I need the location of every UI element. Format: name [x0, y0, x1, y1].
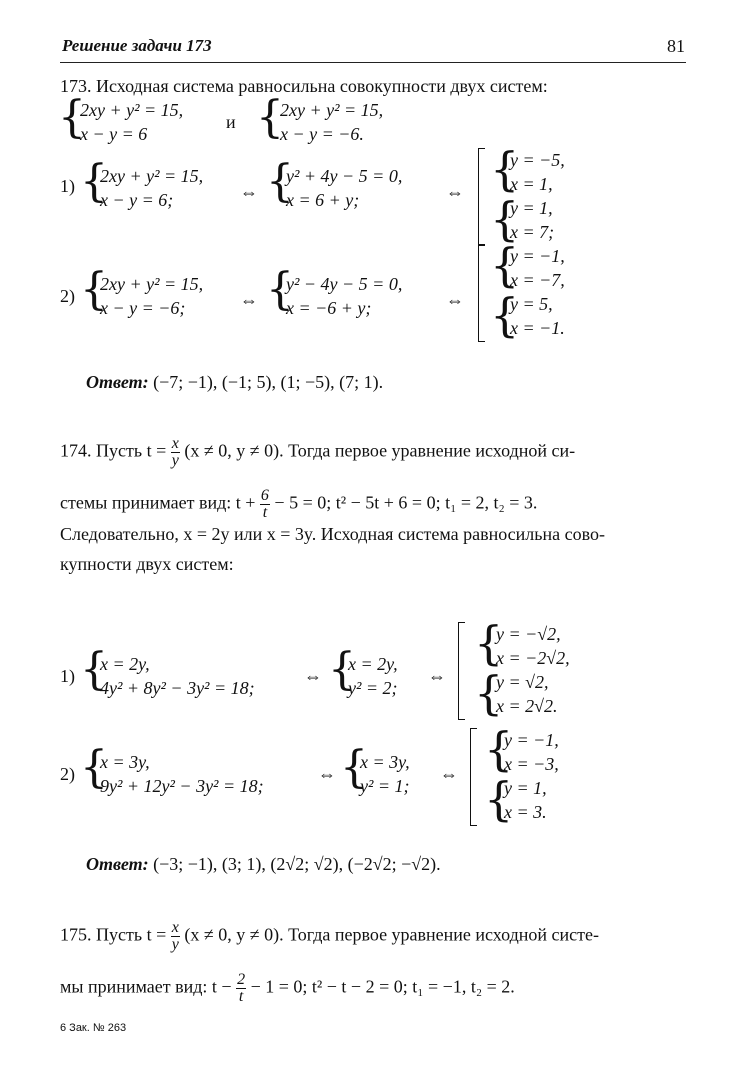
answer-173 — [86, 372, 383, 393]
answer-label: Ответ: — [86, 372, 149, 392]
brace: { — [484, 722, 514, 776]
equivalence-arrow: ⇔ — [304, 666, 322, 686]
case-1-system: 2xy + y² = 15, x − y = 6; — [100, 166, 204, 210]
case-1-label: 1) — [60, 666, 75, 686]
problem-174-line-4: купности двух систем: — [60, 554, 234, 574]
answer-value: (−7; −1), (−1; 5), (1; −5), (7; 1). — [153, 372, 384, 392]
union-bracket — [478, 148, 485, 246]
system-a: 2xy + y² = 15, x − y = 6 — [80, 100, 184, 144]
answer-value: (−3; −1), (3; 1), (2√2; √2), (−2√2; −√2). — [153, 854, 441, 874]
equivalence-arrow: ⇔ — [446, 290, 464, 310]
brace: { — [490, 192, 520, 246]
case-2-solutions: y = −1, x = −3, y = 1, x = 3. — [504, 730, 559, 822]
printer-signature: 6 Зак. № 263 — [60, 1022, 127, 1034]
brace: { — [490, 142, 520, 196]
case-2-solutions: y = −1, x = −7, y = 5, x = −1. — [510, 246, 565, 338]
problem-174-line-2: стемы принимает вид: t + $\frac{6}{t}$ − 5 = 0; t² − 5t + 6 = 0; t₁ = 2, t₂ = 3. — [60, 487, 538, 521]
problem-175-line-2: мы принимает вид: t − $\frac{2}{t}$ − 1 = 0; t² − t − 2 = 0; t₁ = −1, t₂ = 2. — [60, 971, 515, 1005]
case-2-label: 2) — [60, 764, 75, 784]
brace: { — [80, 644, 108, 695]
case-1-reduced-system: y² + 4y − 5 = 0, x = 6 + y; — [286, 166, 403, 210]
brace: { — [58, 92, 86, 143]
brace: { — [340, 742, 368, 793]
conjunction-and: и — [226, 112, 236, 132]
brace: { — [328, 644, 356, 695]
fraction-2-over-t: $\frac{2}{t}$ — [237, 971, 246, 1005]
page-number: 81 — [667, 36, 685, 56]
case-1-label: 1) — [60, 176, 75, 196]
brace: { — [490, 288, 520, 342]
header-rule — [60, 62, 686, 63]
union-bracket — [470, 728, 477, 826]
case-2-system: x = 3y, 9y² + 12y² − 3y² = 18; — [100, 752, 264, 796]
brace: { — [266, 264, 294, 315]
union-bracket — [458, 622, 465, 720]
running-header-title: Решение задачи 173 — [62, 36, 212, 55]
brace: { — [80, 742, 108, 793]
case-1-system: x = 2y, 4y² + 8y² − 3y² = 18; — [100, 654, 255, 698]
equivalence-arrow: ⇔ — [440, 764, 458, 784]
brace: { — [484, 772, 514, 826]
equivalence-arrow: ⇔ — [318, 764, 336, 784]
fraction-6-over-t: $\frac{6}{t}$ — [260, 487, 269, 521]
brace: { — [80, 264, 108, 315]
system-b: 2xy + y² = 15, x − y = −6. — [280, 100, 384, 144]
equivalence-arrow: ⇔ — [240, 290, 258, 310]
problem-174-line-3: Следовательно, x = 2y или x = 3y. Исходная система равносильна сово- — [60, 524, 605, 544]
case-2-label: 2) — [60, 286, 75, 306]
case-2-reduced-system: x = 3y, y² = 1; — [360, 752, 410, 796]
case-1-solutions: y = −√2, x = −2√2, y = √2, x = 2√2. — [496, 624, 570, 716]
case-1-solutions: y = −5, x = 1, y = 1, x = 7; — [510, 150, 565, 242]
brace: { — [474, 666, 504, 720]
answer-label: Ответ: — [86, 854, 149, 874]
problem-173-intro: 173. Исходная система равносильна совокупности двух систем: — [60, 76, 548, 96]
equivalence-arrow: ⇔ — [428, 666, 446, 686]
case-2-system: 2xy + y² = 15, x − y = −6; — [100, 274, 204, 318]
answer-174 — [86, 854, 441, 875]
case-2-reduced-system: y² − 4y − 5 = 0, x = −6 + y; — [286, 274, 403, 318]
fraction-x-over-y: $\frac{x}{y}$ — [171, 919, 179, 953]
case-1-reduced-system: x = 2y, y² = 2; — [348, 654, 398, 698]
problem-175-line-1: 175. Пусть t = $\frac{x}{y}$ (x ≠ 0, y ≠ 0). Тогда первое уравнение исходной систе- — [60, 919, 599, 953]
brace: { — [256, 92, 284, 143]
fraction-x-over-y: $\frac{x}{y}$ — [171, 435, 179, 469]
brace: { — [266, 156, 294, 207]
problem-174-line-1: 174. Пусть t = $\frac{x}{y}$ (x ≠ 0, y ≠ 0). Тогда первое уравнение исходной си- — [60, 435, 576, 469]
equivalence-arrow: ⇔ — [446, 182, 464, 202]
brace: { — [490, 238, 520, 292]
brace: { — [80, 156, 108, 207]
equivalence-arrow: ⇔ — [240, 182, 258, 202]
brace: { — [474, 616, 504, 670]
union-bracket — [478, 244, 485, 342]
